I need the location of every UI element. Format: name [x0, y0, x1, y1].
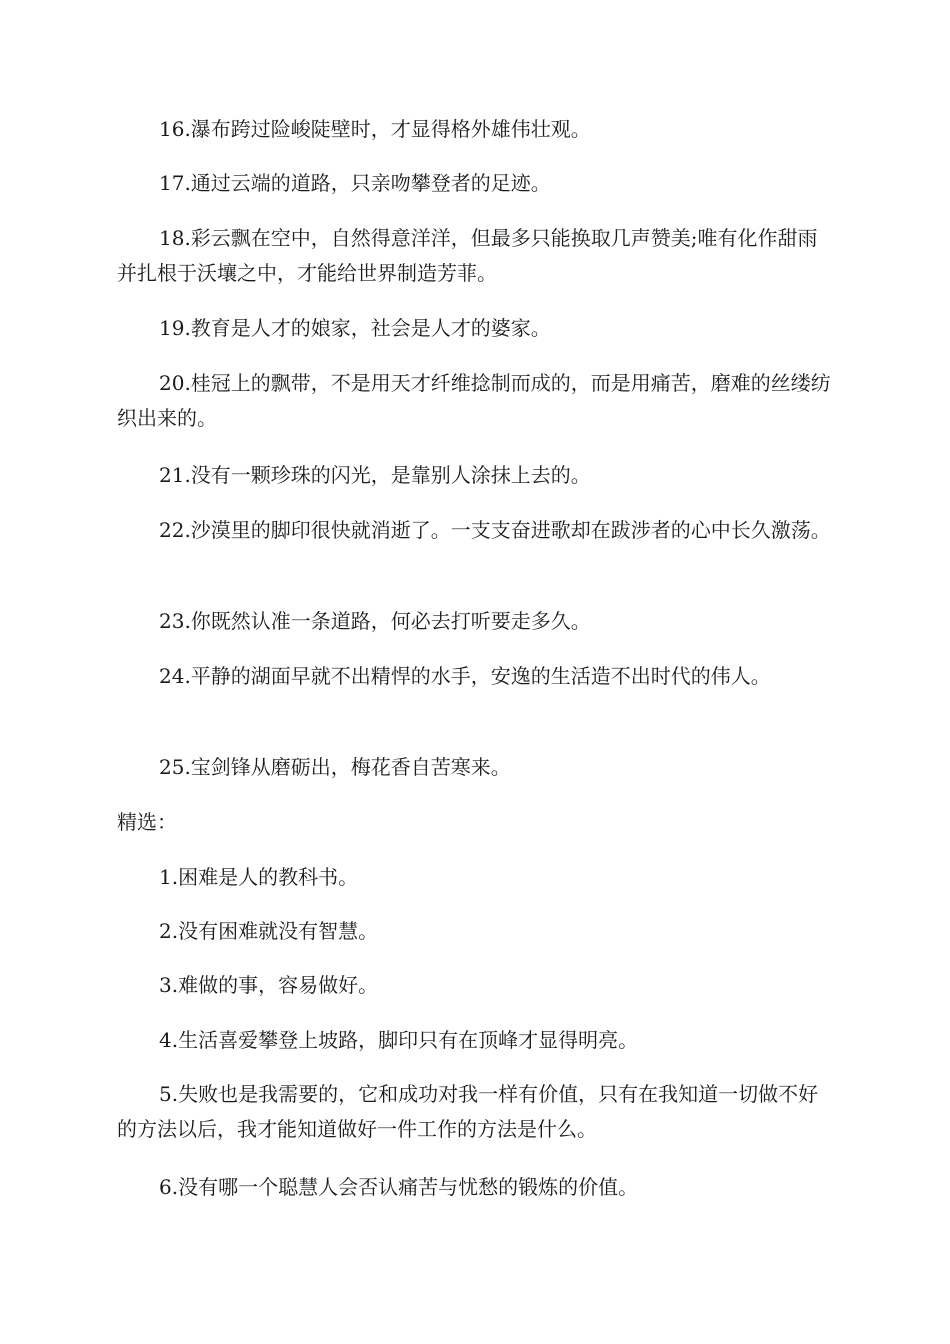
quote-16: 16.瀑布跨过险峻陡壁时，才显得格外雄伟壮观。	[159, 117, 591, 141]
selected-quote-6: 6.没有哪一个聪慧人会否认痛苦与忧愁的锻炼的价值。	[159, 1175, 639, 1199]
selected-quote-4: 4.生活喜爱攀登上坡路，脚印只有在顶峰才显得明亮。	[159, 1028, 639, 1052]
selected-quote-2: 2.没有困难就没有智慧。	[159, 919, 379, 943]
quote-19: 19.教育是人才的娘家，社会是人才的婆家。	[159, 316, 551, 340]
quote-24: 24.平静的湖面早就不出精悍的水手，安逸的生活造不出时代的伟人。	[159, 664, 771, 688]
quote-20: 20.桂冠上的飘带，不是用天才纤维捻制而成的，而是用痛苦，磨难的丝缕纺织出来的。	[117, 371, 831, 430]
quote-22: 22.沙漠里的脚印很快就消逝了。一支支奋进歌却在跋涉者的心中长久激荡。	[159, 518, 831, 542]
selected-quote-3: 3.难做的事，容易做好。	[159, 973, 379, 997]
quote-23: 23.你既然认准一条道路，何必去打听要走多久。	[159, 609, 591, 633]
quote-25: 25.宝剑锋从磨砺出，梅花香自苦寒来。	[159, 755, 511, 779]
selected-quote-1: 1.困难是人的教科书。	[159, 865, 359, 889]
quote-17: 17.通过云端的道路，只亲吻攀登者的足迹。	[159, 171, 551, 195]
quote-21: 21.没有一颗珍珠的闪光，是靠别人涂抹上去的。	[159, 463, 591, 487]
quote-18: 18.彩云飘在空中，自然得意洋洋，但最多只能换取几声赞美;唯有化作甜雨并扎根于沃壤之中，才能给世界制造芳菲。	[117, 226, 818, 285]
selected-quote-5: 5.失败也是我需要的，它和成功对我一样有价值，只有在我知道一切做不好的方法以后，我才能知道做好一件工作的方法是什么。	[117, 1082, 819, 1141]
section-heading: 精选：	[117, 810, 177, 834]
